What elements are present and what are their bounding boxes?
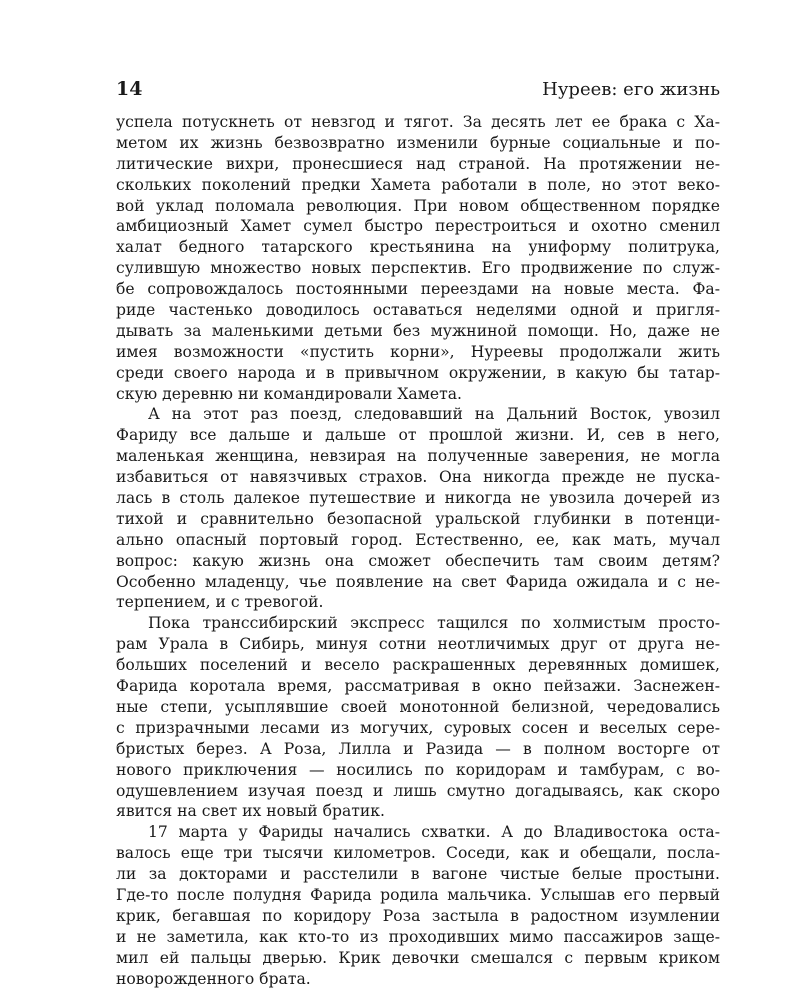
body-text: [116, 112, 720, 989]
text-line: скольких поколений предки Хамета работали в поле, но этот веко-: [116, 175, 720, 194]
text-line: избавиться от навязчивых страхов. Она никогда прежде не пуска-: [116, 468, 720, 487]
text-line: 17 марта у Фариды начались схватки. А до Владивостока оста-: [148, 823, 720, 842]
text-line: скую деревню ни командировали Хамета.: [116, 384, 462, 403]
text-line: бристых берез. А Роза, Лилла и Разида — в полном восторге от: [116, 739, 720, 758]
text-line: валось еще три тысячи километров. Соседи, как и обещали, посла-: [116, 844, 720, 863]
text-line: бе сопровождалось постоянными переездами на новые места. Фа-: [116, 280, 720, 299]
text-line: среди своего народа и в привычном окружении, в какую бы татар-: [116, 363, 720, 382]
text-line: амбициозный Хамет сумел быстро перестроиться и охотно сменил: [116, 217, 720, 236]
text-line: Где-то после полудня Фарида родила мальчика. Услышав его первый: [116, 885, 720, 904]
text-line: литические вихри, пронесшиеся над страной. На протяжении не-: [116, 154, 720, 173]
paragraph: [116, 613, 720, 822]
text-line: Пока транссибирский экспресс тащился по холмистым просто-: [148, 614, 720, 633]
text-line: ные степи, усыплявшие своей монотонной белизной, чередовались: [116, 697, 720, 716]
text-line: тихой и сравнительно безопасной уральской глубинки в потенци-: [116, 509, 720, 528]
paragraph: [116, 112, 720, 404]
text-line: А на этот раз поезд, следовавший на Дальний Восток, увозил: [148, 405, 720, 424]
text-line: лась в столь далекое путешествие и никогда не увозила дочерей из: [116, 489, 720, 508]
paragraph: [116, 822, 720, 989]
text-line: крик, бегавшая по коридору Роза застыла в радостном изумлении: [116, 906, 720, 925]
text-line: Фариду все дальше и дальше от прошлой жизни. И, сев в него,: [116, 426, 720, 445]
text-line: и не заметила, как кто-то из проходивших мимо пассажиров заще-: [116, 927, 720, 946]
text-line: Фарида коротала время, рассматривая в окно пейзажи. Заснежен-: [116, 677, 720, 696]
text-line: Особенно младенцу, чье появление на свет Фарида ожидала и с не-: [116, 572, 720, 591]
text-line: терпением, и с тревогой.: [116, 593, 324, 612]
text-line: маленькая женщина, невзирая на полученные заверения, не могла: [116, 447, 720, 466]
text-line: метом их жизнь безвозвратно изменили бурные социальные и по-: [116, 133, 720, 152]
text-line: одушевлением изучая поезд и лишь смутно догадываясь, как скоро: [116, 781, 720, 800]
text-line: сулившую множество новых перспектив. Его продвижение по служ-: [116, 259, 720, 278]
text-line: нового приключения — носились по коридорам и тамбурам, с во-: [116, 760, 720, 779]
text-line: явится на свет их новый братик.: [116, 802, 385, 821]
text-line: новорожденного брата.: [116, 969, 311, 988]
text-line: вой уклад поломала революция. При новом общественном порядке: [116, 196, 720, 215]
text-line: ли за докторами и расстелили в вагоне чистые белые простыни.: [116, 865, 720, 884]
text-line: успела потускнеть от невзгод и тягот. За десять лет ее брака с Ха-: [116, 113, 720, 131]
running-head: [116, 78, 720, 108]
running-title: Нуреев: его жизнь: [542, 79, 720, 100]
text-line: дывать за маленькими детьми без мужниной помощи. Но, даже не: [116, 321, 720, 340]
paragraph: [116, 404, 720, 613]
text-line: рам Урала в Сибирь, минуя сотни неотличимых друг от друга не-: [116, 635, 720, 654]
text-line: вопрос: какую жизнь она сможет обеспечить там своим детям?: [116, 551, 720, 570]
text-line: риде частенько доводилось оставаться неделями одной и пригля-: [116, 301, 720, 320]
page-number: 14: [116, 78, 143, 100]
text-line: больших поселений и весело раскрашенных деревянных домишек,: [116, 656, 720, 675]
text-line: с призрачными лесами из могучих, суровых сосен и веселых сере-: [116, 718, 720, 737]
text-line: халат бедного татарского крестьянина на униформу политрука,: [116, 238, 720, 257]
text-line: ально опасный портовый город. Естественно, ее, как мать, мучал: [116, 530, 720, 549]
book-page: [116, 78, 720, 989]
text-line: мил ей пальцы дверью. Крик девочки смешался с первым криком: [116, 948, 720, 967]
text-line: имея возможности «пустить корни», Нуреевы продолжали жить: [116, 342, 720, 361]
